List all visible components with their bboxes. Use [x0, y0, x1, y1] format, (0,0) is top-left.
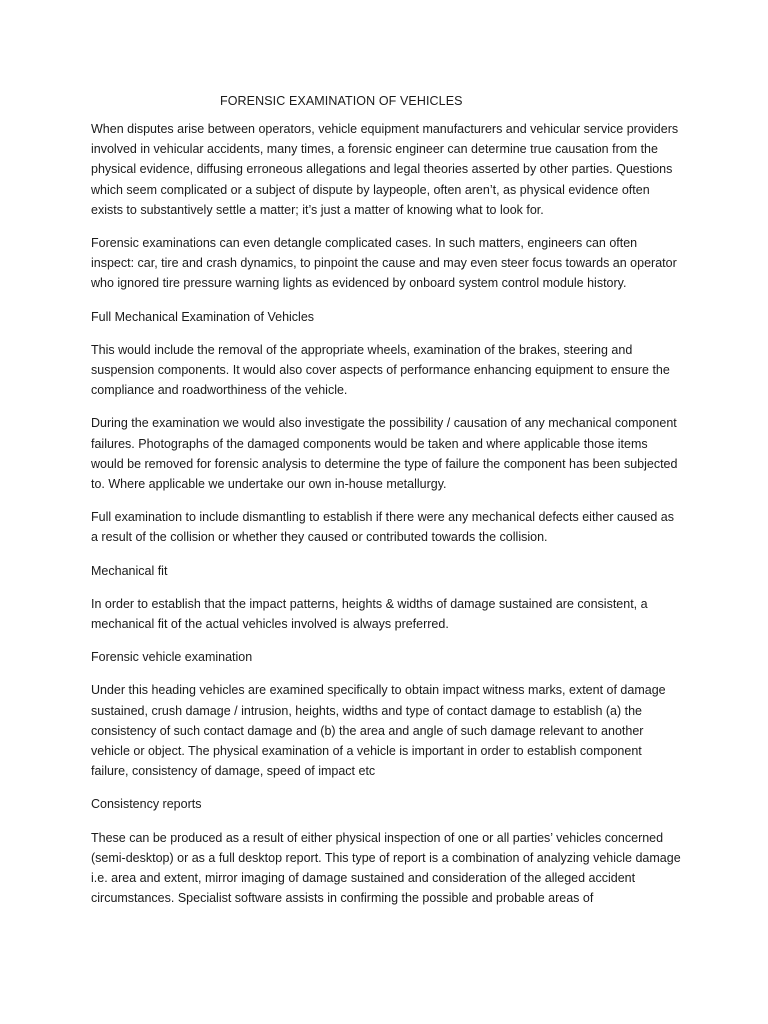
document-page	[91, 94, 681, 922]
paragraph-impact-patterns: In order to establish that the impact patterns, heights & widths of damage sustained are consistent, a mechanical fit of the actual vehicles involved is always preferred.	[91, 596, 648, 632]
paragraph-witness-marks: Under this heading vehicles are examined specifically to obtain impact witness marks, extent of damage sustained, crush damage / intrusion, heights, widths and type of contact damage to establish (a) the consistency of such contact damage and (b) the area and angle of such damage relevant to another vehicle or object. The physical examination of a vehicle is important in order to establish component failure, consistency of damage, speed of impact etc	[91, 683, 666, 779]
section-heading-consistency-reports: Consistency reports	[91, 797, 202, 812]
paragraph-removal-of-wheels: This would include the removal of the appropriate wheels, examination of the brakes, steering and suspension components. It would also cover aspects of performance enhancing equipment to ensure the compliance and roadworthiness of the vehicle.	[91, 342, 670, 398]
paragraph-disputes: When disputes arise between operators, vehicle equipment manufacturers and vehicular service providers involved in vehicular accidents, many times, a forensic engineer can determine true causation from the physical evidence, diffusing erroneous allegations and legal theories asserted by other parties. Questions which seem complicated or a subject of dispute by laypeople, often aren’t, as physical evidence often exists to substantively settle a matter; it’s just a matter of knowing what to look for.	[91, 122, 679, 217]
document-title: FORENSIC EXAMINATION OF VEHICLES	[220, 94, 463, 108]
paragraph-consistency-reports: These can be produced as a result of either physical inspection of one or all parties’ vehicles concerned (semi-desktop) or as a full desktop report. This type of report is a combination of analyzing vehicle damage i.e. area and extent, mirror imaging of damage sustained and consideration of the alleged accident circumstances. Specialist software assists in confirming the possible and probable areas of	[91, 830, 681, 906]
section-heading-full-mechanical-examination: Full Mechanical Examination of Vehicles	[91, 309, 315, 324]
paragraph-component-failures: During the examination we would also investigate the possibility / causation of any mechanical component failures. Photographs of the damaged components would be taken and where applicable those items would be removed for forensic analysis to determine the type of failure the component has been subjected to. Where applicable we undertake our own in-house metallurgy.	[91, 416, 678, 492]
section-heading-forensic-vehicle-examination: Forensic vehicle examination	[91, 650, 253, 665]
paragraph-full-examination: Full examination to include dismantling to establish if there were any mechanical defects either caused as a result of the collision or whether they caused or contributed towards the collision.	[91, 510, 674, 545]
section-heading-mechanical-fit: Mechanical fit	[91, 563, 168, 578]
paragraph-forensic-examinations: Forensic examinations can even detangle complicated cases. In such matters, engineers can often inspect: car, tire and crash dynamics, to pinpoint the cause and may even steer focus towards an operator who ignored tire pressure warning lights as evidenced by onboard system control module history.	[91, 236, 677, 291]
